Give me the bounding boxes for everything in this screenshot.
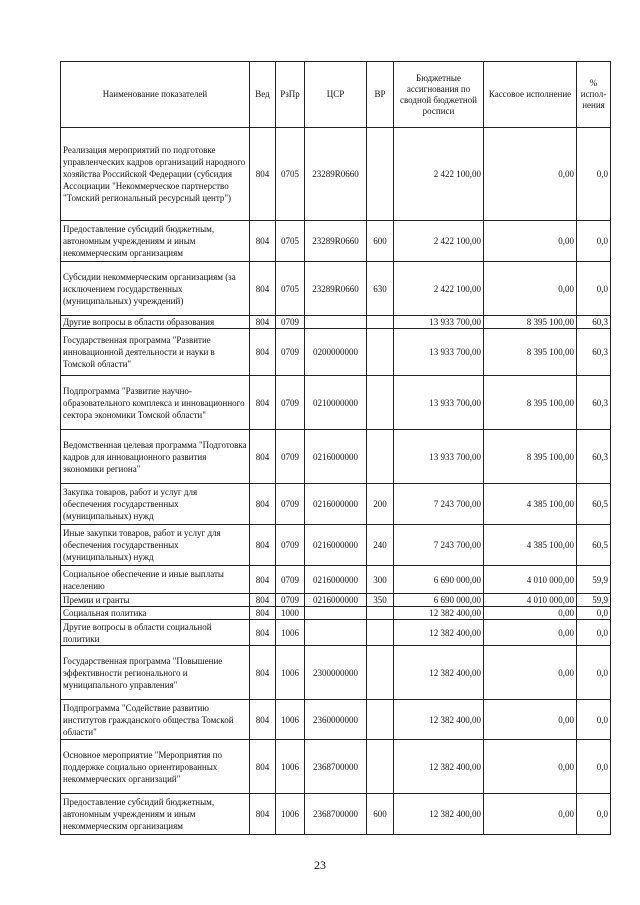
table-row bbox=[61, 376, 611, 430]
cell-ved: 804 bbox=[250, 566, 276, 594]
cell-name: Социальная политика bbox=[61, 607, 250, 620]
cell-csr: 0216000000 bbox=[305, 594, 367, 607]
cell-pct: 0,0 bbox=[577, 794, 611, 835]
cell-pct: 0,0 bbox=[577, 128, 611, 221]
cell-ved: 804 bbox=[250, 316, 276, 329]
cell-csr: 2368700000 bbox=[305, 794, 367, 835]
cell-rzpr: 0705 bbox=[276, 221, 305, 262]
cell-name: Другие вопросы в области образования bbox=[61, 316, 250, 329]
cell-name: Социальное обеспечение и иные выплаты населению bbox=[61, 566, 250, 594]
cell-assign: 6 690 000,00 bbox=[394, 594, 484, 607]
cell-vr: 200 bbox=[367, 484, 394, 525]
cell-cash: 0,00 bbox=[484, 794, 577, 835]
cell-pct: 60,5 bbox=[577, 484, 611, 525]
cell-rzpr: 0709 bbox=[276, 316, 305, 329]
cell-name: Предоставление субсидий бюджетным, автономным учреждениям и иным некоммерческим организациям bbox=[61, 794, 250, 835]
table-row bbox=[61, 128, 611, 221]
cell-assign: 2 422 100,00 bbox=[394, 221, 484, 262]
cell-cash: 0,00 bbox=[484, 607, 577, 620]
cell-csr: 2360000000 bbox=[305, 700, 367, 740]
cell-vr: 600 bbox=[367, 221, 394, 262]
cell-csr: 23289R0660 bbox=[305, 262, 367, 316]
header-name: Наименование показателей bbox=[61, 62, 250, 128]
cell-cash: 0,00 bbox=[484, 620, 577, 646]
cell-pct: 59,9 bbox=[577, 594, 611, 607]
cell-rzpr: 0709 bbox=[276, 566, 305, 594]
cell-name: Государственная программа "Развитие инновационной деятельности и науки в Томской области" bbox=[61, 329, 250, 376]
cell-pct: 0,0 bbox=[577, 607, 611, 620]
cell-name: Основное мероприятие "Мероприятия по поддержке социально ориентированных некоммерческих организаций" bbox=[61, 740, 250, 794]
cell-name: Закупка товаров, работ и услуг для обеспечения государственных (муниципальных) нужд bbox=[61, 484, 250, 525]
cell-csr: 0200000000 bbox=[305, 329, 367, 376]
cell-rzpr: 0709 bbox=[276, 484, 305, 525]
cell-vr bbox=[367, 376, 394, 430]
table-row bbox=[61, 794, 611, 835]
cell-csr: 0216000000 bbox=[305, 566, 367, 594]
cell-csr: 0210000000 bbox=[305, 376, 367, 430]
cell-vr bbox=[367, 316, 394, 329]
cell-cash: 0,00 bbox=[484, 128, 577, 221]
table-row bbox=[61, 700, 611, 740]
cell-vr bbox=[367, 329, 394, 376]
cell-cash: 0,00 bbox=[484, 221, 577, 262]
cell-ved: 804 bbox=[250, 794, 276, 835]
budget-table bbox=[60, 61, 611, 835]
cell-name: Предоставление субсидий бюджетным, автономным учреждениям и иным некоммерческим организациям bbox=[61, 221, 250, 262]
cell-rzpr: 1006 bbox=[276, 646, 305, 700]
cell-assign: 12 382 400,00 bbox=[394, 620, 484, 646]
cell-pct: 60,3 bbox=[577, 376, 611, 430]
cell-vr bbox=[367, 700, 394, 740]
table-row bbox=[61, 262, 611, 316]
cell-pct: 0,0 bbox=[577, 740, 611, 794]
cell-ved: 804 bbox=[250, 329, 276, 376]
cell-cash: 0,00 bbox=[484, 646, 577, 700]
cell-ved: 804 bbox=[250, 594, 276, 607]
cell-ved: 804 bbox=[250, 128, 276, 221]
cell-cash: 4 385 100,00 bbox=[484, 525, 577, 566]
cell-name: Реализация мероприятий по подготовке управленческих кадров организаций народного хозяйства Российской Федерации (субсидия Ассоциации "Некоммерческое партнерство "Томский региональный ресурсный центр") bbox=[61, 128, 250, 221]
cell-vr bbox=[367, 740, 394, 794]
cell-rzpr: 0709 bbox=[276, 430, 305, 484]
cell-cash: 8 395 100,00 bbox=[484, 316, 577, 329]
cell-assign: 12 382 400,00 bbox=[394, 794, 484, 835]
cell-ved: 804 bbox=[250, 484, 276, 525]
cell-ved: 804 bbox=[250, 740, 276, 794]
cell-cash: 4 010 000,00 bbox=[484, 594, 577, 607]
cell-name: Подпрограмма "Содействие развитию институтов гражданского общества Томской области" bbox=[61, 700, 250, 740]
cell-name: Ведомственная целевая программа "Подготовка кадров для инновационного развития экономики региона" bbox=[61, 430, 250, 484]
table-row bbox=[61, 329, 611, 376]
cell-rzpr: 0705 bbox=[276, 128, 305, 221]
cell-cash: 8 395 100,00 bbox=[484, 430, 577, 484]
cell-assign: 2 422 100,00 bbox=[394, 128, 484, 221]
header-cash: Кассовое исполнение bbox=[484, 62, 577, 128]
cell-rzpr: 1006 bbox=[276, 794, 305, 835]
cell-vr: 600 bbox=[367, 794, 394, 835]
cell-rzpr: 1006 bbox=[276, 620, 305, 646]
cell-assign: 12 382 400,00 bbox=[394, 700, 484, 740]
cell-csr: 0216000000 bbox=[305, 430, 367, 484]
cell-csr: 2368700000 bbox=[305, 740, 367, 794]
table-row bbox=[61, 525, 611, 566]
cell-cash: 0,00 bbox=[484, 700, 577, 740]
cell-rzpr: 0709 bbox=[276, 594, 305, 607]
cell-csr bbox=[305, 607, 367, 620]
cell-cash: 4 385 100,00 bbox=[484, 484, 577, 525]
cell-ved: 804 bbox=[250, 525, 276, 566]
cell-ved: 804 bbox=[250, 646, 276, 700]
cell-pct: 60,3 bbox=[577, 329, 611, 376]
table-row bbox=[61, 594, 611, 607]
cell-ved: 804 bbox=[250, 430, 276, 484]
cell-csr: 0216000000 bbox=[305, 484, 367, 525]
cell-ved: 804 bbox=[250, 700, 276, 740]
cell-ved: 804 bbox=[250, 607, 276, 620]
header-vr: ВР bbox=[367, 62, 394, 128]
cell-csr: 2300000000 bbox=[305, 646, 367, 700]
table-row bbox=[61, 607, 611, 620]
cell-cash: 0,00 bbox=[484, 262, 577, 316]
table-row bbox=[61, 430, 611, 484]
cell-vr: 300 bbox=[367, 566, 394, 594]
cell-assign: 12 382 400,00 bbox=[394, 740, 484, 794]
cell-rzpr: 0709 bbox=[276, 525, 305, 566]
cell-name: Другие вопросы в области социальной политики bbox=[61, 620, 250, 646]
table-row bbox=[61, 316, 611, 329]
header-ved: Вед bbox=[250, 62, 276, 128]
cell-ved: 804 bbox=[250, 376, 276, 430]
cell-pct: 0,0 bbox=[577, 646, 611, 700]
cell-name: Государственная программа "Повышение эффективности регионального и муниципального управления" bbox=[61, 646, 250, 700]
cell-csr: 0216000000 bbox=[305, 525, 367, 566]
table-row bbox=[61, 484, 611, 525]
cell-csr bbox=[305, 316, 367, 329]
cell-pct: 0,0 bbox=[577, 700, 611, 740]
header-rzpr: РзПр bbox=[276, 62, 305, 128]
cell-vr bbox=[367, 646, 394, 700]
cell-name: Субсидии некоммерческим организациям (за исключением государственных (муниципальных) учреждений) bbox=[61, 262, 250, 316]
cell-ved: 804 bbox=[250, 620, 276, 646]
cell-assign: 13 933 700,00 bbox=[394, 316, 484, 329]
cell-cash: 8 395 100,00 bbox=[484, 329, 577, 376]
cell-pct: 0,0 bbox=[577, 221, 611, 262]
cell-cash: 0,00 bbox=[484, 740, 577, 794]
cell-assign: 7 243 700,00 bbox=[394, 484, 484, 525]
cell-ved: 804 bbox=[250, 221, 276, 262]
cell-name: Премии и гранты bbox=[61, 594, 250, 607]
cell-pct: 0,0 bbox=[577, 620, 611, 646]
cell-cash: 8 395 100,00 bbox=[484, 376, 577, 430]
cell-csr: 23289R0660 bbox=[305, 128, 367, 221]
table-row bbox=[61, 620, 611, 646]
cell-vr: 240 bbox=[367, 525, 394, 566]
page-number: 23 bbox=[314, 858, 326, 872]
cell-vr bbox=[367, 620, 394, 646]
cell-assign: 13 933 700,00 bbox=[394, 430, 484, 484]
table-row bbox=[61, 566, 611, 594]
cell-rzpr: 0709 bbox=[276, 376, 305, 430]
cell-assign: 13 933 700,00 bbox=[394, 329, 484, 376]
cell-rzpr: 1006 bbox=[276, 740, 305, 794]
cell-pct: 59,9 bbox=[577, 566, 611, 594]
cell-pct: 60,3 bbox=[577, 430, 611, 484]
cell-pct: 60,5 bbox=[577, 525, 611, 566]
cell-rzpr: 1000 bbox=[276, 607, 305, 620]
cell-assign: 6 690 000,00 bbox=[394, 566, 484, 594]
cell-assign: 12 382 400,00 bbox=[394, 607, 484, 620]
cell-pct: 60,3 bbox=[577, 316, 611, 329]
cell-vr bbox=[367, 128, 394, 221]
cell-name: Подпрограмма "Развитие научно-образовательного комплекса и инновационного сектора экономики Томской области" bbox=[61, 376, 250, 430]
cell-vr: 630 bbox=[367, 262, 394, 316]
cell-pct: 0,0 bbox=[577, 262, 611, 316]
cell-vr bbox=[367, 430, 394, 484]
header-assign: Бюджетные ассигнования по сводной бюджетной росписи bbox=[394, 62, 484, 128]
cell-rzpr: 0709 bbox=[276, 329, 305, 376]
cell-assign: 12 382 400,00 bbox=[394, 646, 484, 700]
table-row bbox=[61, 646, 611, 700]
table-row bbox=[61, 221, 611, 262]
cell-vr bbox=[367, 607, 394, 620]
cell-name: Иные закупки товаров, работ и услуг для обеспечения государственных (муниципальных) нужд bbox=[61, 525, 250, 566]
cell-rzpr: 1006 bbox=[276, 700, 305, 740]
cell-rzpr: 0705 bbox=[276, 262, 305, 316]
cell-assign: 7 243 700,00 bbox=[394, 525, 484, 566]
cell-csr: 23289R0660 bbox=[305, 221, 367, 262]
cell-cash: 4 010 000,00 bbox=[484, 566, 577, 594]
table-header-row bbox=[61, 62, 611, 128]
cell-assign: 13 933 700,00 bbox=[394, 376, 484, 430]
cell-ved: 804 bbox=[250, 262, 276, 316]
cell-assign: 2 422 100,00 bbox=[394, 262, 484, 316]
cell-csr bbox=[305, 620, 367, 646]
header-pct: % испол-нения bbox=[577, 62, 611, 128]
header-csr: ЦСР bbox=[305, 62, 367, 128]
cell-vr: 350 bbox=[367, 594, 394, 607]
table-row bbox=[61, 740, 611, 794]
